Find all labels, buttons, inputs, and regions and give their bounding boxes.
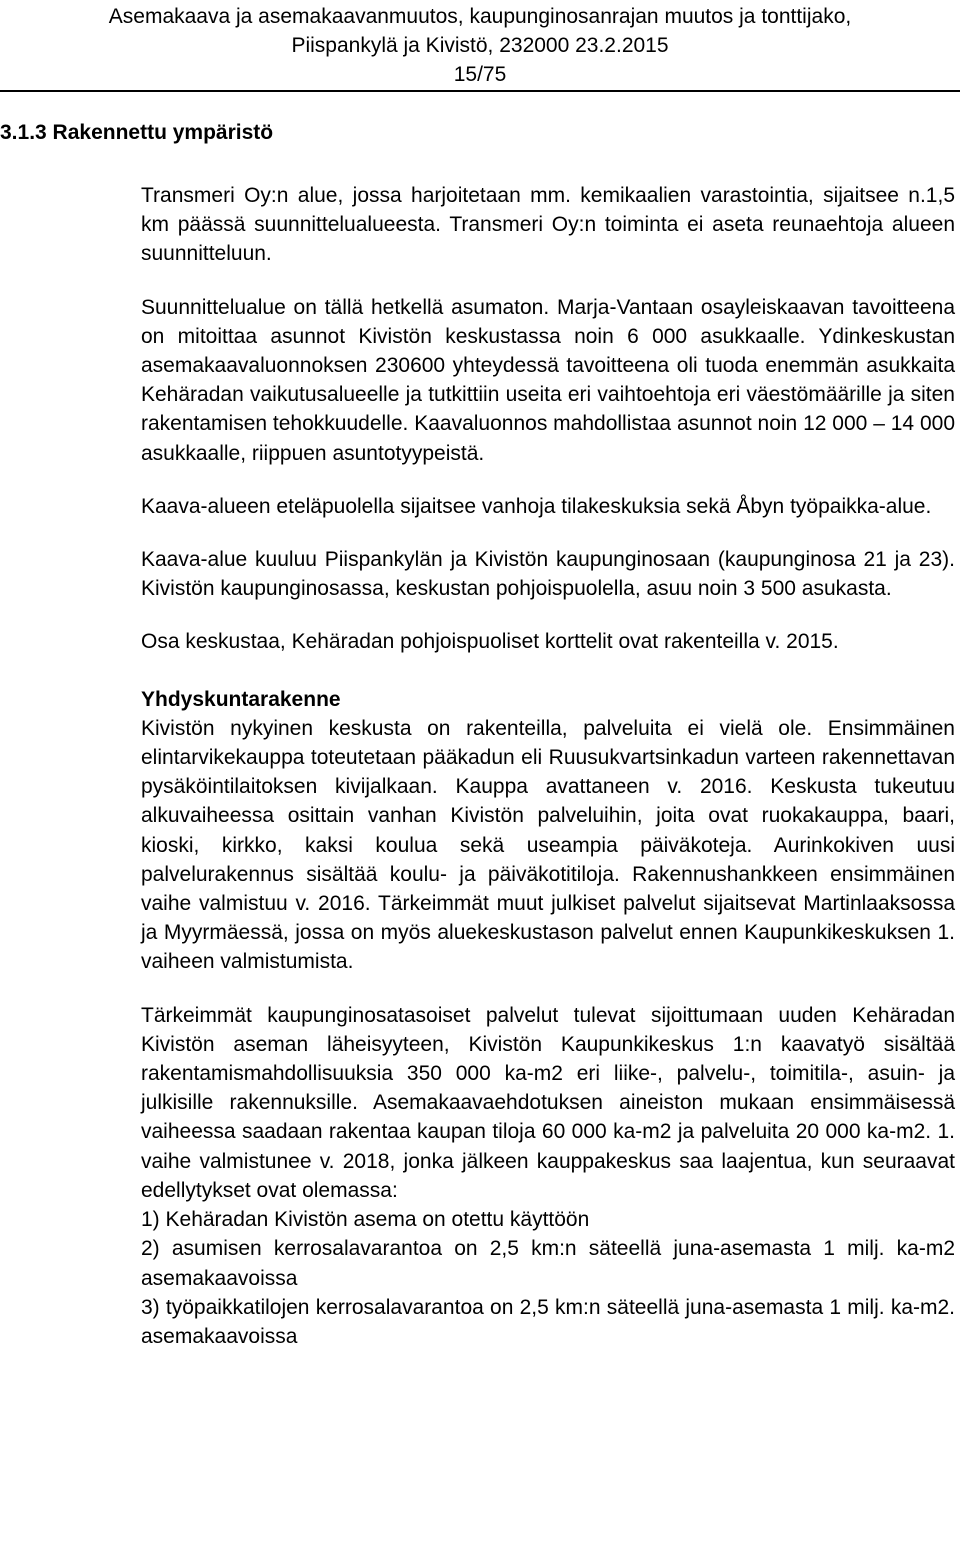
paragraph-transmeri: Transmeri Oy:n alue, jossa harjoitetaan mm. kemikaalien varastointia, sijaitsee n.1,5 km päässä suunnittelualueesta. Transmeri Oy:n toiminta ei aseta reunaehtoja alueen suunnitteluun.: [141, 184, 955, 266]
header-title-line-1: Asemakaava ja asemakaavanmuutos, kaupunginosanrajan muutos ja tonttijako,: [108, 5, 852, 28]
paragraph-kaupunkikeskus: Tärkeimmät kaupunginosatasoiset palvelut tulevat sijoittumaan uuden Kehäradan Kivistön aseman läheisyyteen, Kivistön Kaupunkikeskus 1:n kaavatyö sisältää rakentamismahdollisuuksia 350 000 ka-m2 eri liike-, palvelu-, toimitila-, asuin- ja julkisille rakennuksille. Asemakaavaehdotuksen aineiston mukaan ensimmäisessä vaiheessa saadaan rakentaa kaupan tiloja 60 000 ka-m2 ja palveluita 20 000 ka-m2. 1. vaihe valmistunee v. 2018, jonka jälkeen kauppakeskus saa laajentua, kun seuraavat edellytykset ovat olemassa:: [141, 1003, 955, 1202]
paragraph-kaupunginosat: Kaava-alue kuuluu Piispankylän ja Kivistön kaupunginosaan (kaupunginosa 21 ja 23). Kivistön kaupunginosassa, keskustan pohjoispuolella, asuu noin 3 500 asukasta.: [141, 548, 955, 601]
conditions-list: [141, 1205, 955, 1351]
paragraph-abyn-tyopaikka-alue: Kaava-alueen eteläpuolella sijaitsee vanhoja tilakeskuksia sekä Åbyn työpaikka-alue.: [141, 494, 932, 518]
paragraph-palvelut: Kivistön nykyinen keskusta on rakenteilla, palveluita ei vielä ole. Ensimmäinen elintarvikekauppa toteutetaan pääkadun eli Ruusukvartsinkadun varteen rakennettavan pysäköintilaitoksen kivijalkaan. Kauppa avattaneen v. 2016. Keskusta tukeutuu alkuvaiheessa osittain vanhan Kivistön palveluihin, joita ovat ruokakauppa, baari, kioski, kirkko, kaksi koulua sekä useampia päiväkoteja. Aurinkokiven uusi palvelurakennus sisältää koulu- ja päiväkotitiloja. Rakennushankkeen ensimmäinen vaihe valmistuu v. 2016. Tärkeimmät muut julkiset palvelut sijaitsevat Martinlaaksossa ja Myyrmäessä, jossa on myös aluekeskustason palvelut ennen Kaupunkikeskuksen 1. vaiheen valmistumista.: [141, 716, 955, 974]
page-header: [0, 2, 960, 89]
header-divider: [0, 90, 960, 92]
page-number: 15/75: [453, 63, 507, 86]
list-item: 1) Kehäradan Kivistön asema on otettu käyttöön: [141, 1208, 590, 1232]
subsection-heading: Yhdyskuntarakenne: [141, 687, 341, 711]
section-heading: 3.1.3 Rakennettu ympäristö: [0, 121, 274, 144]
header-title-line-2: Piispankylä ja Kivistö, 232000 23.2.2015: [291, 34, 669, 57]
list-item: 3) työpaikkatilojen kerrosalavarantoa on 2,5 km:n säteellä juna-asemasta 1 milj. ka-m2. asemakaavoissa: [141, 1295, 955, 1348]
document-body: [141, 181, 955, 1351]
paragraph-korttelit: Osa keskustaa, Kehäradan pohjoispuoliset korttelit ovat rakenteilla v. 2015.: [141, 630, 839, 654]
paragraph-asukkaat: Suunnittelualue on tällä hetkellä asumaton. Marja-Vantaan osayleiskaavan tavoitteena on mitoittaa asunnot Kivistön keskustassa noin 6 000 asukkaalle. Ydinkeskustan asemakaavaluonnoksen 230600 yhteydessä tavoitteena oli tuoda enemmän asukkaita Kehäradan vaikutusalueelle ja tutkittiin useita eri vaihtoehtoja eri väestömäärille ja siten rakentamisen tehokkuudelle. Kaavaluonnos mahdollistaa asunnot noin 12 000 – 14 000 asukkaalle, riippuen asuntotyypeistä.: [141, 295, 955, 465]
list-item: 2) asumisen kerrosalavarantoa on 2,5 km:n säteellä juna-asemasta 1 milj. ka-m2 asemakaavoissa: [141, 1237, 955, 1290]
